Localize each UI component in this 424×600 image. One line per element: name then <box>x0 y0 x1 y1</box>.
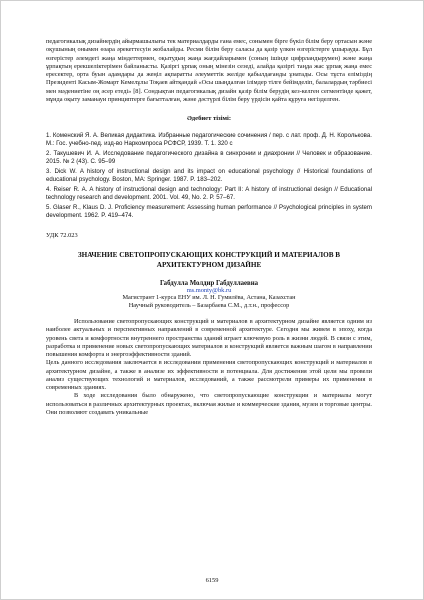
article-title: ЗНАЧЕНИЕ СВЕТОПРОПУСКАЮЩИХ КОНСТРУКЦИЙ И МАТЕРИАЛОВ В АРХИТЕКТУРНОМ ДИЗАЙНЕ <box>77 251 341 269</box>
page-number: 6159 <box>205 577 219 584</box>
udk-code: УДК 72.023 <box>46 232 78 239</box>
body-paragraph: В ходе исследования было обнаружено, что светопропускающие конструкции и материалы могут использоваться в различных архитектурных проектах, включая жилые и коммерческие здания, музеи и торговые центры. Они позволяют создавать уникальные <box>46 392 372 416</box>
author-affiliation: Магистрант 1-курса ЕНУ им. Л. Н. Гумилёва, Астана, Казахстан <box>122 294 296 301</box>
reference-item: 3. Dick W. A history of instructional design and its impact on educational psychology // Historical foundations of educational psychology. Boston, MA: Springer. 1987. P. 183–202. <box>46 168 372 183</box>
reference-item: 5. Glaser R., Klaus D. J. Proficiency measurement: Assessing human performance // Psychological principles in system development. 1962. P. 419–474. <box>46 204 372 219</box>
references-title: Әдебиет тізімі: <box>186 115 232 122</box>
reference-item: 4. Reiser R. A. A history of instructional design and technology: Part II: A history of instructional design // Educational technology research and development. 2001. Vol. 49, No. 2. P. 57–67. <box>46 186 372 201</box>
author-name: Габдулла Молдир Габдуллаевна <box>159 280 259 287</box>
references-list <box>46 132 372 220</box>
supervisor-line: Научный руководитель – Базарбаева С.М., д.т.н., профессор <box>128 302 290 309</box>
body-paragraph: Использование светопропускающих конструкций и материалов в архитектурном дизайне является одним из наиболее актуальных и перспективных направлений в современной архитектуре. Сегодня мы живем в эпоху, когда уровень света и комфортности внутреннего пространства зданий играет ключевую роль в жизни людей. В связи с этим, разработка и применение новых светопропускающих материалов и конструкций является важным шагом в направлении повышения комфорта и энергоэффективности зданий. <box>46 318 372 358</box>
reference-item: 2. Такушевич И. А. Исследование педагогического дизайна в синхронии и диахронии // Человек и образование. 2015. № 2 (43). С. 95–99 <box>46 150 372 165</box>
body-paragraph: Цель данного исследования заключается в исследовании применения светопропускающих конструкций и материалов в архитектурном дизайне, а также в анализе их эффективности и потенциала. Для достижения этой цели мы провели анализ существующих технологий и материалов, исследований, а также рассмотрели примеры их применения в современных зданиях. <box>46 359 372 391</box>
reference-item: 1. Коменский Я. А. Великая дидактика. Избранные педагогические сочинения / пер. с лат. проф. Д. Н. Корольковa. М.: Гос. учебно-пед. изд-во Наркомпроса РСФСР, 1939. Т. 1. 320 с <box>46 132 372 147</box>
top-paragraph: педагогикалық дизайнердің айырмашылығы тек материалдарды ғана емес, сонымен бірге бүкіл білім беру ортасын және оқушының онымен өзара әрекеттесуін жобалайды. Ресми білім беру саласы да қазір үлкен өзгерістерге ұшырауда. Бұл өзгерістер әлемдегі жаңа міндеттермен, оқытудың жаңа жағдайларымен (соның ішінде цифрландырумен) және жаңа ұрпақтың ерекшеліктерімен байланысты. Қазіргі ұрпақ оның мінезін сезеді, алайда қазіргі таңда жас ұрпақ жаңа емес ересектер, орта буын адамдары да жеңіл ақпаратты әлеуметтік желіде қабылдағанды ұнатады. Осы тұста еліміздің Президенті Касым-Жомарт Кемелұлы Тоқаев айтқандай «Осы шыңдалған ілімдер тілге бейімделіп, балалардың тәрбиесі мен мәдениетіне оң әсер етеді» [8]. Сондықтан педагогикалық дизайн қазір білім берудің кез-келген сегментінде қажет, мұнда оқыту заманауи принциптерге бағытталған, және дәстүрлі білім беру үрдісін қайта құруға негізделген. <box>46 38 372 103</box>
author-email-link[interactable]: ms.monty@bk.ru <box>186 287 232 294</box>
